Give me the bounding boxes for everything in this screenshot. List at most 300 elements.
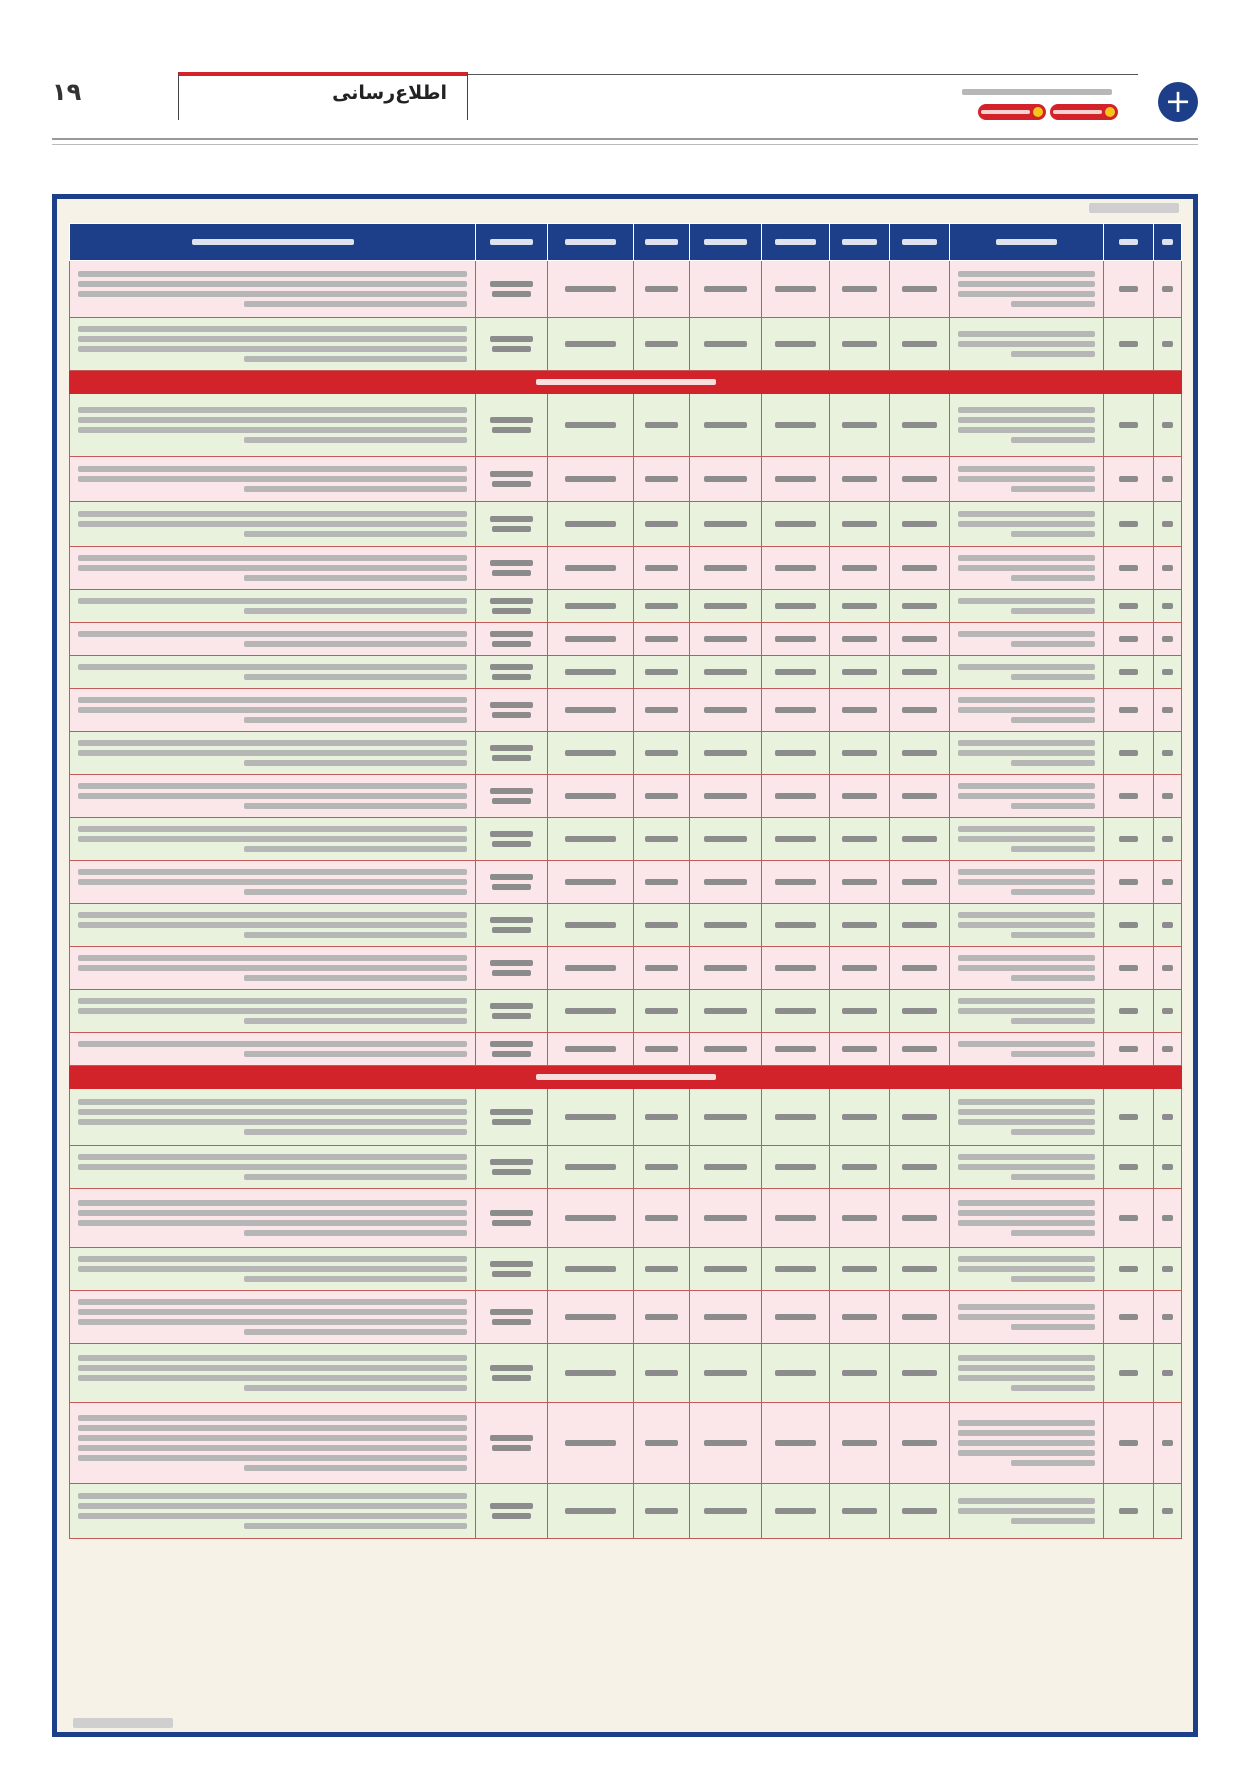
- table-cell: [762, 1291, 830, 1344]
- table-cell: [762, 861, 830, 904]
- table-cell: [476, 457, 548, 502]
- table-cell: [1104, 547, 1154, 590]
- plus-icon[interactable]: +: [1158, 82, 1198, 122]
- table-cell: [548, 990, 634, 1033]
- table-cell: [70, 623, 476, 656]
- table-cell: [762, 656, 830, 689]
- table-cell: [950, 990, 1104, 1033]
- table-cell: [762, 1189, 830, 1248]
- table-cell: [690, 457, 762, 502]
- table-cell: [634, 1484, 690, 1539]
- table-cell: [762, 775, 830, 818]
- table-cell: [690, 1033, 762, 1066]
- social-handle-text: [981, 110, 1030, 114]
- social-handle-text: [1053, 110, 1102, 114]
- table-cell: [762, 1248, 830, 1291]
- table-cell: [890, 1403, 950, 1484]
- table-cell: [634, 1146, 690, 1189]
- table-cell: [830, 732, 890, 775]
- table-cell: [950, 1146, 1104, 1189]
- table-cell: [70, 1033, 476, 1066]
- table-cell: [1104, 457, 1154, 502]
- table-cell: [70, 457, 476, 502]
- table-cell: [1154, 1248, 1182, 1291]
- table-cell: [830, 861, 890, 904]
- header-rule: [468, 74, 1138, 75]
- table-cell: [476, 547, 548, 590]
- header-double-rule-inner: [52, 144, 1198, 145]
- table-row: [70, 861, 1182, 904]
- table-cell: [1154, 947, 1182, 990]
- instagram-icon: [1105, 107, 1115, 117]
- table-cell: [950, 947, 1104, 990]
- table-cell: [70, 689, 476, 732]
- table-cell: [634, 261, 690, 318]
- table-cell: [762, 1089, 830, 1146]
- table-cell: [70, 732, 476, 775]
- table-cell: [1154, 261, 1182, 318]
- table-cell: [634, 1189, 690, 1248]
- table-row: [70, 547, 1182, 590]
- table-row: [70, 457, 1182, 502]
- table-cell: [634, 457, 690, 502]
- table-cell: [548, 1403, 634, 1484]
- table-cell: [70, 1146, 476, 1189]
- table-cell: [548, 318, 634, 371]
- table-cell: [950, 732, 1104, 775]
- table-cell: [70, 1344, 476, 1403]
- table-cell: [476, 1344, 548, 1403]
- table-cell: [890, 775, 950, 818]
- table-cell: [690, 947, 762, 990]
- column-header: [70, 224, 476, 261]
- table-cell: [1104, 318, 1154, 371]
- table-cell: [70, 904, 476, 947]
- table-cell: [1104, 689, 1154, 732]
- table-cell: [70, 1189, 476, 1248]
- table-row: [70, 1033, 1182, 1066]
- table-cell: [830, 1248, 890, 1291]
- table-cell: [70, 394, 476, 457]
- table-cell: [1104, 656, 1154, 689]
- table-row: [70, 502, 1182, 547]
- table-cell: [690, 818, 762, 861]
- table-cell: [1154, 1189, 1182, 1248]
- table-cell: [548, 732, 634, 775]
- table-cell: [1104, 818, 1154, 861]
- table-cell: [634, 818, 690, 861]
- table-cell: [690, 394, 762, 457]
- table-cell: [690, 689, 762, 732]
- table-cell: [890, 818, 950, 861]
- table-cell: [950, 1344, 1104, 1403]
- table-cell: [548, 904, 634, 947]
- table-cell: [1104, 1189, 1154, 1248]
- table-cell: [890, 394, 950, 457]
- page-number: ۱۹: [52, 78, 82, 106]
- table-cell: [1154, 590, 1182, 623]
- column-header: [950, 224, 1104, 261]
- table-cell: [890, 1146, 950, 1189]
- table-cell: [548, 1146, 634, 1189]
- table-cell: [690, 1484, 762, 1539]
- table-row: [70, 732, 1182, 775]
- table-cell: [890, 318, 950, 371]
- table-cell: [476, 1248, 548, 1291]
- table-cell: [830, 947, 890, 990]
- table-cell: [634, 1291, 690, 1344]
- table-cell: [634, 623, 690, 656]
- table-row: [70, 656, 1182, 689]
- table-cell: [830, 394, 890, 457]
- table-cell: [950, 394, 1104, 457]
- table-cell: [634, 1344, 690, 1403]
- table-cell: [70, 502, 476, 547]
- table-cell: [762, 590, 830, 623]
- table-cell: [950, 904, 1104, 947]
- table-cell: [890, 547, 950, 590]
- table-cell: [950, 318, 1104, 371]
- table-cell: [762, 947, 830, 990]
- table-cell: [950, 261, 1104, 318]
- table-cell: [476, 861, 548, 904]
- table-cell: [70, 990, 476, 1033]
- table-row: [70, 261, 1182, 318]
- table-cell: [830, 656, 890, 689]
- table-row: [70, 394, 1182, 457]
- table-cell: [950, 1403, 1104, 1484]
- table-row: [70, 318, 1182, 371]
- table-cell: [690, 861, 762, 904]
- table-cell: [1104, 1484, 1154, 1539]
- table-cell: [830, 818, 890, 861]
- table-cell: [1104, 1033, 1154, 1066]
- social-handle-pill[interactable]: [1050, 104, 1118, 120]
- table-cell: [690, 1403, 762, 1484]
- table-cell: [1154, 394, 1182, 457]
- table-cell: [830, 1291, 890, 1344]
- table-cell: [1104, 947, 1154, 990]
- table-cell: [1154, 1484, 1182, 1539]
- table-cell: [830, 457, 890, 502]
- table-cell: [634, 990, 690, 1033]
- table-cell: [476, 590, 548, 623]
- table-cell: [690, 1089, 762, 1146]
- section-title: اطلاع‌رسانی: [332, 82, 447, 104]
- table-cell: [890, 502, 950, 547]
- table-cell: [1154, 904, 1182, 947]
- table-cell: [690, 1291, 762, 1344]
- table-cell: [690, 990, 762, 1033]
- table-cell: [476, 947, 548, 990]
- table-cell: [1104, 623, 1154, 656]
- table-cell: [830, 547, 890, 590]
- table-cell: [1154, 1291, 1182, 1344]
- table-cell: [762, 1484, 830, 1539]
- table-cell: [476, 394, 548, 457]
- table-cell: [70, 947, 476, 990]
- table-cell: [634, 656, 690, 689]
- region-header-row: [70, 371, 1182, 394]
- table-cell: [950, 502, 1104, 547]
- table-cell: [1154, 732, 1182, 775]
- table-cell: [890, 457, 950, 502]
- table-cell: [476, 623, 548, 656]
- table-row: [70, 1484, 1182, 1539]
- table-cell: [1154, 818, 1182, 861]
- column-header: [830, 224, 890, 261]
- table-cell: [950, 1248, 1104, 1291]
- table-cell: [950, 457, 1104, 502]
- table-cell: [70, 656, 476, 689]
- table-cell: [548, 623, 634, 656]
- table-cell: [690, 261, 762, 318]
- table-header-row: [70, 224, 1182, 261]
- table-row: [70, 590, 1182, 623]
- table-cell: [70, 1403, 476, 1484]
- table-cell: [762, 457, 830, 502]
- table-cell: [1154, 990, 1182, 1033]
- table-cell: [762, 394, 830, 457]
- table-cell: [690, 318, 762, 371]
- table-cell: [950, 656, 1104, 689]
- table-cell: [690, 1189, 762, 1248]
- table-cell: [830, 990, 890, 1033]
- table-cell: [1104, 1089, 1154, 1146]
- table-cell: [548, 1248, 634, 1291]
- table-cell: [548, 261, 634, 318]
- table-cell: [950, 1189, 1104, 1248]
- table-cell: [890, 1033, 950, 1066]
- table-cell: [830, 502, 890, 547]
- column-header: [1154, 224, 1182, 261]
- table-cell: [1154, 457, 1182, 502]
- table-cell: [890, 1189, 950, 1248]
- table-cell: [690, 1344, 762, 1403]
- edition-text-placeholder: [962, 89, 1112, 95]
- table-cell: [762, 547, 830, 590]
- table-cell: [476, 318, 548, 371]
- table-cell: [476, 1403, 548, 1484]
- table-cell: [1104, 990, 1154, 1033]
- table-cell: [548, 590, 634, 623]
- table-cell: [548, 394, 634, 457]
- table-cell: [476, 1089, 548, 1146]
- table-row: [70, 818, 1182, 861]
- table-cell: [690, 732, 762, 775]
- table-cell: [476, 502, 548, 547]
- table-cell: [690, 656, 762, 689]
- table-cell: [476, 1033, 548, 1066]
- header-double-rule: [52, 138, 1198, 140]
- table-cell: [690, 904, 762, 947]
- table-cell: [1104, 1344, 1154, 1403]
- table-cell: [830, 1033, 890, 1066]
- table-cell: [1154, 1403, 1182, 1484]
- table-cell: [950, 590, 1104, 623]
- table-cell: [476, 904, 548, 947]
- property-auction-table: [69, 223, 1182, 1539]
- table-cell: [70, 318, 476, 371]
- table-cell: [1154, 689, 1182, 732]
- table-row: [70, 947, 1182, 990]
- table-cell: [830, 623, 890, 656]
- table-cell: [548, 457, 634, 502]
- table-cell: [1104, 502, 1154, 547]
- table-cell: [1104, 1291, 1154, 1344]
- table-cell: [1154, 656, 1182, 689]
- column-header: [548, 224, 634, 261]
- table-cell: [634, 775, 690, 818]
- table-cell: [634, 394, 690, 457]
- table-cell: [634, 318, 690, 371]
- table-row: [70, 623, 1182, 656]
- table-cell: [634, 689, 690, 732]
- table-cell: [762, 689, 830, 732]
- table-cell: [890, 590, 950, 623]
- table-cell: [1154, 1089, 1182, 1146]
- table-cell: [762, 1146, 830, 1189]
- column-header: [1104, 224, 1154, 261]
- table-cell: [950, 861, 1104, 904]
- table-cell: [70, 861, 476, 904]
- table-row: [70, 1291, 1182, 1344]
- table-cell: [70, 261, 476, 318]
- table-cell: [1154, 1344, 1182, 1403]
- table-cell: [830, 1146, 890, 1189]
- table-cell: [1104, 1403, 1154, 1484]
- table-cell: [762, 732, 830, 775]
- table-cell: [548, 1344, 634, 1403]
- table-cell: [890, 656, 950, 689]
- table-cell: [1154, 623, 1182, 656]
- social-handle-pill[interactable]: [978, 104, 1046, 120]
- column-header: [476, 224, 548, 261]
- table-cell: [890, 990, 950, 1033]
- table-cell: [476, 656, 548, 689]
- table-cell: [548, 547, 634, 590]
- table-cell: [890, 1089, 950, 1146]
- table-cell: [762, 502, 830, 547]
- table-cell: [690, 623, 762, 656]
- table-cell: [1104, 261, 1154, 318]
- table-cell: [70, 775, 476, 818]
- telegram-icon: [1033, 107, 1043, 117]
- region-title: [70, 1066, 1182, 1089]
- table-cell: [476, 1291, 548, 1344]
- table-cell: [634, 502, 690, 547]
- table-cell: [1154, 775, 1182, 818]
- table-cell: [548, 1033, 634, 1066]
- table-cell: [762, 623, 830, 656]
- table-cell: [476, 261, 548, 318]
- table-cell: [634, 732, 690, 775]
- table-cell: [548, 1189, 634, 1248]
- table-cell: [830, 1089, 890, 1146]
- table-row: [70, 1189, 1182, 1248]
- region-header-row: [70, 1066, 1182, 1089]
- table-row: [70, 689, 1182, 732]
- social-handles: [978, 104, 1118, 120]
- table-cell: [70, 547, 476, 590]
- table-row: [70, 1089, 1182, 1146]
- table-cell: [830, 1403, 890, 1484]
- table-cell: [548, 947, 634, 990]
- table-cell: [548, 775, 634, 818]
- table-cell: [1104, 394, 1154, 457]
- table-cell: [634, 547, 690, 590]
- column-header: [762, 224, 830, 261]
- table-cell: [690, 1146, 762, 1189]
- table-cell: [70, 1248, 476, 1291]
- table-cell: [1154, 1146, 1182, 1189]
- table-cell: [762, 261, 830, 318]
- table-cell: [830, 689, 890, 732]
- table-cell: [548, 502, 634, 547]
- table-cell: [1154, 547, 1182, 590]
- table-cell: [70, 1484, 476, 1539]
- region-title: [70, 371, 1182, 394]
- table-cell: [950, 623, 1104, 656]
- table-cell: [890, 1291, 950, 1344]
- table-cell: [548, 818, 634, 861]
- table-cell: [890, 623, 950, 656]
- table-cell: [548, 861, 634, 904]
- column-header: [634, 224, 690, 261]
- table-cell: [1154, 1033, 1182, 1066]
- table-cell: [830, 904, 890, 947]
- table-cell: [950, 689, 1104, 732]
- table-cell: [1104, 904, 1154, 947]
- table-cell: [476, 1189, 548, 1248]
- table-cell: [70, 590, 476, 623]
- table-row: [70, 904, 1182, 947]
- table-cell: [890, 947, 950, 990]
- table-cell: [476, 775, 548, 818]
- table-cell: [762, 904, 830, 947]
- table-cell: [1104, 590, 1154, 623]
- table-cell: [1154, 861, 1182, 904]
- table-cell: [690, 547, 762, 590]
- table-row: [70, 1344, 1182, 1403]
- table-row: [70, 990, 1182, 1033]
- table-cell: [830, 1484, 890, 1539]
- table-cell: [1104, 861, 1154, 904]
- table-cell: [634, 904, 690, 947]
- table-cell: [634, 947, 690, 990]
- table-cell: [690, 502, 762, 547]
- table-cell: [950, 1033, 1104, 1066]
- table-cell: [548, 689, 634, 732]
- table-row: [70, 1403, 1182, 1484]
- table-cell: [476, 1484, 548, 1539]
- table-cell: [634, 1403, 690, 1484]
- table-cell: [890, 1248, 950, 1291]
- table-cell: [634, 1089, 690, 1146]
- table-cell: [70, 1089, 476, 1146]
- table-cell: [762, 1403, 830, 1484]
- table-cell: [830, 1189, 890, 1248]
- table-cell: [70, 1291, 476, 1344]
- table-cell: [950, 818, 1104, 861]
- table-cell: [476, 818, 548, 861]
- table-cell: [690, 775, 762, 818]
- table-cell: [1154, 502, 1182, 547]
- table-cell: [830, 318, 890, 371]
- continued-from-note: [1089, 203, 1179, 213]
- table-cell: [1104, 775, 1154, 818]
- table-cell: [762, 318, 830, 371]
